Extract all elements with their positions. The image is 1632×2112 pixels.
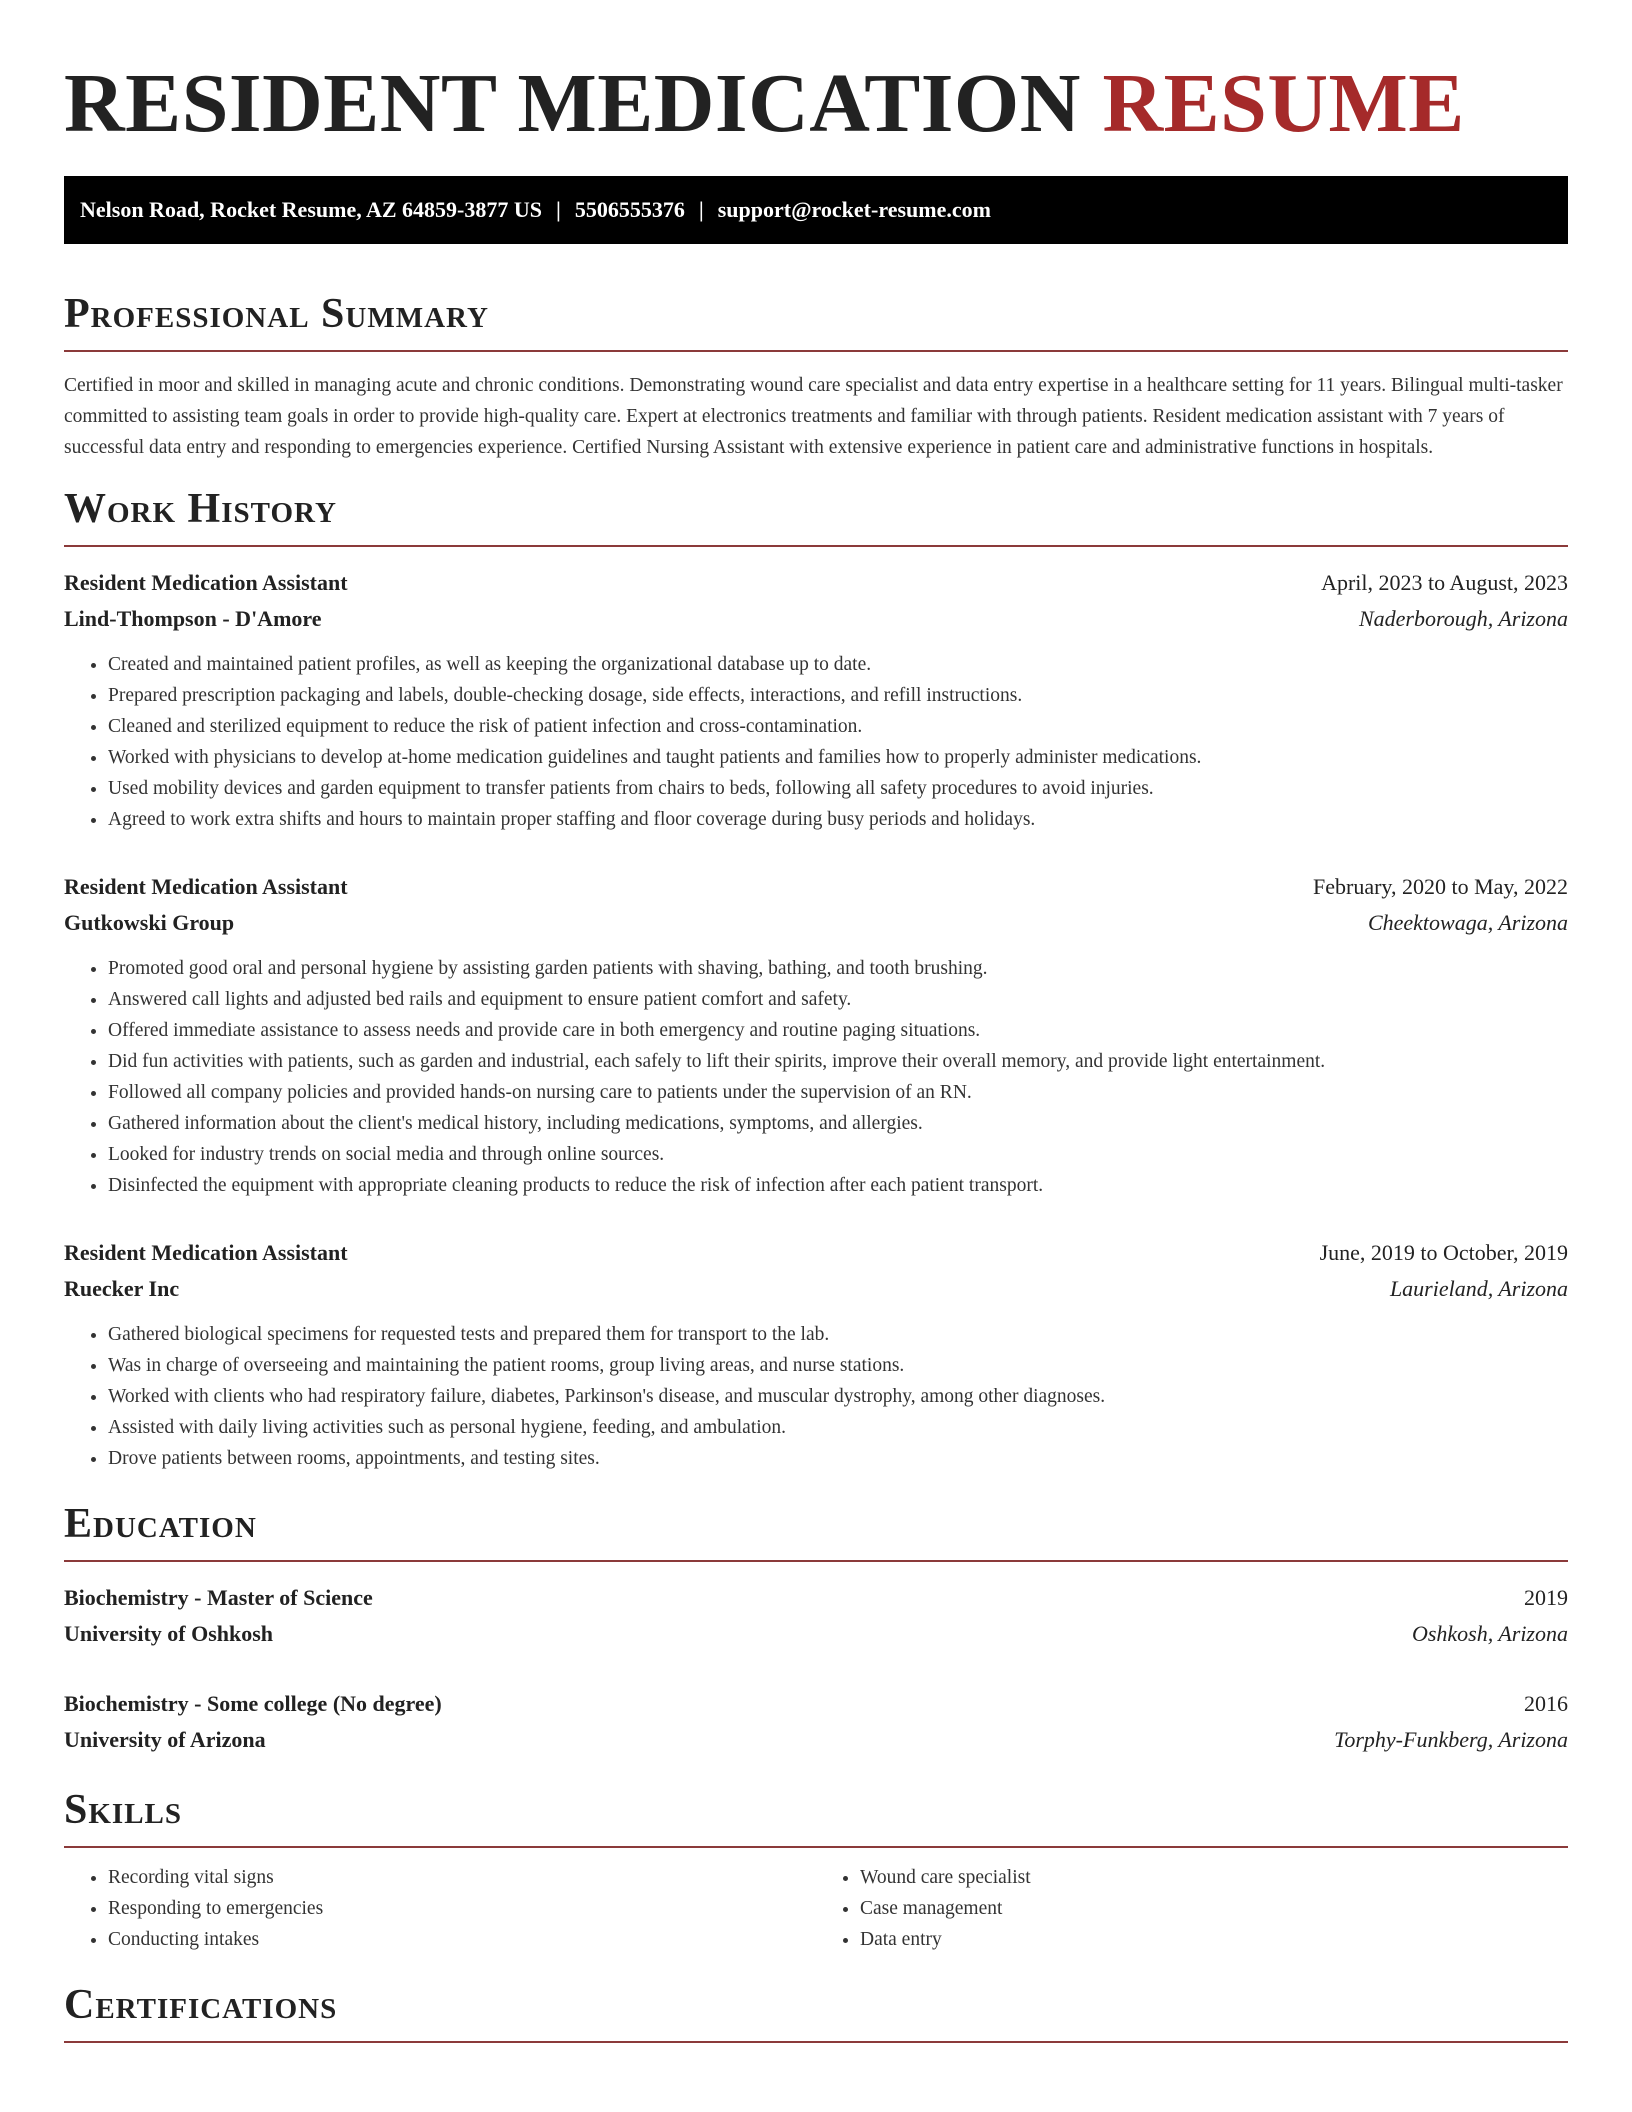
skill-item: • Conducting intakes [108,1924,816,1955]
job-bullets [64,649,1568,835]
resume-title [64,0,1568,152]
title-main: RESIDENT MEDICATION [64,57,1081,150]
certifications-heading: Certifications [64,1982,338,2028]
list-item: • Created and maintained patient profiles, as well as keeping the organizational database up to date. [108,649,1568,680]
summary-heading: Professional Summary [64,291,489,337]
contact-phone[interactable]: 5506555376 [574,197,685,222]
section-divider [64,350,1568,352]
work-history-heading: Work History [64,486,337,532]
job-dates: April, 2023 to August, 2023 [1321,570,1568,595]
job-entry [64,1235,1568,1474]
education-entry [64,1686,1568,1758]
job-location: Cheektowaga, Arizona [1367,910,1568,935]
section-divider [64,1560,1568,1562]
list-item: • Did fun activities with patients, such as garden and industrial, each safely to lift their spirits, improve their overall memory, and provide light entertainment. [108,1046,1568,1077]
list-item: • Gathered information about the client's medical history, including medications, symptoms, and allergies. [108,1108,1568,1139]
list-item: • Followed all company policies and provided hands-on nursing care to patients under the supervision of an RN. [108,1077,1568,1108]
list-item: • Offered immediate assistance to assess needs and provide care in both emergency and routine paging situations. [108,1015,1568,1046]
job-location: Naderborough, Arizona [1358,606,1568,631]
skills-heading: Skills [64,1787,183,1833]
list-item: • Gathered biological specimens for requested tests and prepared them for transport to the lab. [108,1319,1568,1350]
education-year: 2019 [1524,1585,1568,1610]
list-item: • Worked with clients who had respiratory failure, diabetes, Parkinson's disease, and muscular dystrophy, among other diagnoses. [108,1381,1568,1412]
skill-item: • Data entry [860,1924,1568,1955]
contact-email[interactable]: support@rocket-resume.com [717,197,991,222]
list-item: • Agreed to work extra shifts and hours to maintain proper staffing and floor coverage during busy periods and holidays. [108,804,1568,835]
job-title: Resident Medication Assistant [64,570,348,595]
skill-item: • Recording vital signs [108,1862,816,1893]
job-company: Ruecker Inc [64,1276,180,1301]
list-item: • Answered call lights and adjusted bed rails and equipment to ensure patient comfort and safety. [108,984,1568,1015]
summary-text: Certified in moor and skilled in managing acute and chronic conditions. Demonstrating wound care specialist and data entry expertise in a healthcare setting for 11 years. Bilingual multi-tasker committed to assisting team goals in order to provide high-quality care. Expert at electronics treatments and familiar with through patients. Resident medication assistant with 7 years of successful data entry and responding to emergencies experience. Certified Nursing Assistant with extensive experience in patient care and administrative functions in hospitals. [64,375,1563,458]
education-degree: Biochemistry - Master of Science [64,1585,373,1610]
education-location: Oshkosh, Arizona [1411,1621,1568,1646]
education-entry [64,1580,1568,1652]
job-entry [64,869,1568,1201]
skill-item: • Wound care specialist [860,1862,1568,1893]
skills-list [64,1862,1568,1955]
education-section [64,1500,1568,1758]
job-location: Laurieland, Arizona [1389,1276,1568,1301]
certifications-section [64,1981,1568,2043]
title-accent: RESUME [1102,57,1465,150]
list-item: • Promoted good oral and personal hygiene by assisting garden patients with shaving, bathing, and tooth brushing. [108,953,1568,984]
list-item: • Used mobility devices and garden equipment to transfer patients from chairs to beds, following all safety procedures to avoid injuries. [108,773,1568,804]
job-bullets [64,1319,1568,1474]
skill-item: • Responding to emergencies [108,1893,816,1924]
education-school: University of Oshkosh [64,1621,274,1646]
education-year: 2016 [1524,1691,1568,1716]
skill-item: • Case management [860,1893,1568,1924]
education-degree: Biochemistry - Some college (No degree) [64,1691,442,1716]
job-title: Resident Medication Assistant [64,1240,348,1265]
job-company: Gutkowski Group [64,910,235,935]
contact-bar [64,176,1568,244]
list-item: • Was in charge of overseeing and maintaining the patient rooms, group living areas, and nurse stations. [108,1350,1568,1381]
skills-column-right [816,1862,1568,1955]
summary-section [64,290,1568,463]
job-bullets [64,953,1568,1201]
education-heading: Education [64,1501,257,1547]
contact-separator: | [698,197,704,222]
skills-section [64,1786,1568,1955]
list-item: • Assisted with daily living activities such as personal hygiene, feeding, and ambulation. [108,1412,1568,1443]
section-divider [64,1846,1568,1848]
job-dates: February, 2020 to May, 2022 [1313,874,1568,899]
list-item: • Cleaned and sterilized equipment to reduce the risk of patient infection and cross-contamination. [108,711,1568,742]
section-divider [64,545,1568,547]
list-item: • Looked for industry trends on social media and through online sources. [108,1139,1568,1170]
job-company: Lind-Thompson - D'Amore [64,606,322,631]
list-item: • Drove patients between rooms, appointments, and testing sites. [108,1443,1568,1474]
job-title: Resident Medication Assistant [64,874,348,899]
contact-separator: | [556,197,561,222]
section-divider [64,2041,1568,2043]
work-history-section [64,485,1568,1474]
education-school: University of Arizona [64,1727,266,1752]
list-item: • Worked with physicians to develop at-home medication guidelines and taught patients and families how to properly administer medications. [108,742,1568,773]
list-item: • Disinfected the equipment with appropriate cleaning products to reduce the risk of infection after each patient transport. [108,1170,1568,1201]
list-item: • Prepared prescription packaging and labels, double-checking dosage, side effects, interactions, and refill instructions. [108,680,1568,711]
education-location: Torphy-Funkberg, Arizona [1334,1727,1568,1752]
skills-column-left [64,1862,816,1955]
job-dates: June, 2019 to October, 2019 [1319,1240,1568,1265]
job-entry [64,565,1568,835]
contact-address: Nelson Road, Rocket Resume, AZ 64859-3877 US [80,197,542,222]
